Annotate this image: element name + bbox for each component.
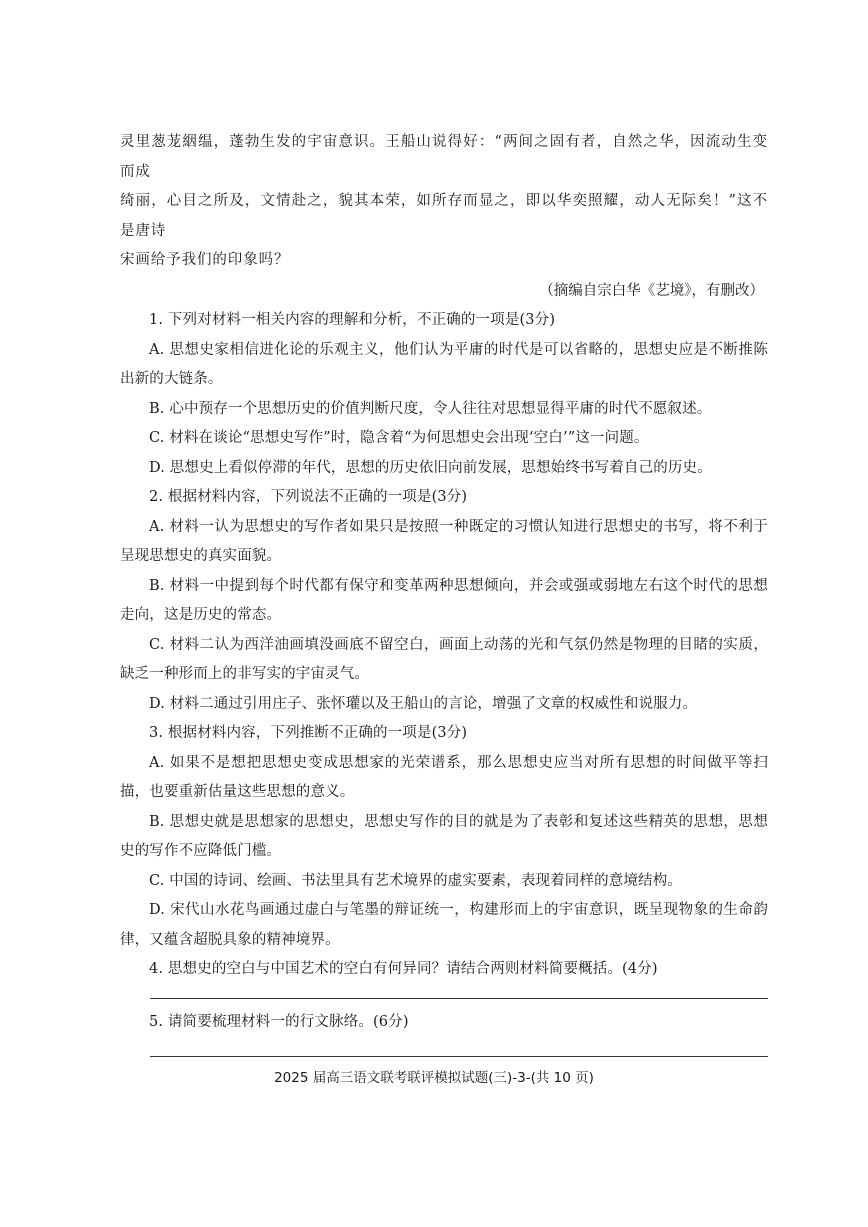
passage-line: 灵里葱茏絪缊，蓬勃生发的宇宙意识。王船山说得好：“两间之固有者，自然之华，因流动生变而成 (120, 134, 768, 180)
option-a: A. 材料一认为思想史的写作者如果只是按照一种既定的习惯认知进行思想史的书写，将不利于呈现思想史的真实面貌。 (120, 518, 768, 564)
passage-source: （摘编自宗白华《艺境》，有删改） (539, 282, 764, 299)
question-stem: 1. 下列对材料一相关内容的理解和分析，不正确的一项是(3分) (149, 312, 556, 328)
option-b: B. 思想史就是思想家的思想史，思想史写作的目的就是为了表彰和复述这些精英的思想，思想史的写作不应降低门槛。 (120, 813, 768, 859)
question-3 (120, 719, 768, 955)
question-stem: 3. 根据材料内容，下列推断不正确的一项是(3分) (149, 725, 468, 741)
option-d: D. 宋代山水花鸟画通过虚白与笔墨的辩证统一，构建形而上的宇宙意识，既呈现物象的生命韵律，又蕴含超脱具象的精神境界。 (120, 902, 768, 948)
question-stem: 2. 根据材料内容，下列说法不正确的一项是(3分) (149, 489, 468, 505)
question-stem: 4. 思想史的空白与中国艺术的空白有何异同？请结合两则材料简要概括。(4分) (149, 961, 658, 977)
question-2 (120, 483, 768, 719)
answer-line[interactable] (150, 1056, 768, 1057)
question-stem: 5. 请简要梳理材料一的行文脉络。(6分) (149, 1013, 409, 1030)
option-c: C. 材料二认为西洋油画填没画底不留空白，画面上动荡的光和气氛仍然是物理的目睹的实质，缺乏一种形而上的非写实的宇宙灵气。 (120, 636, 768, 682)
option-c: C. 中国的诗词、绘画、书法里具有艺术境界的虚实要素，表现着同样的意境结构。 (149, 872, 682, 889)
answer-line[interactable] (150, 998, 768, 999)
page-content (120, 128, 768, 1057)
option-c: C. 材料在谈论“思想史写作”时，隐含着“为何思想史会出现‘空白’”这一问题。 (149, 430, 649, 446)
option-d: D. 材料二通过引用庄子、张怀瓘以及王船山的言论，增强了文章的权威性和说服力。 (149, 695, 698, 712)
option-a: A. 思想史家相信进化论的乐观主义，他们认为平庸的时代是可以省略的，思想史应是不断推陈出新的大链条。 (120, 341, 768, 387)
option-b: B. 材料一中提到每个时代都有保守和变革两种思想倾向，并会或强或弱地左右这个时代的思想走向，这是历史的常态。 (120, 577, 768, 623)
option-d: D. 思想史上看似停滞的年代，思想的历史依旧向前发展，思想始终书写着自己的历史。 (149, 459, 712, 476)
question-4 (120, 955, 768, 999)
option-b: B. 心中预存一个思想历史的价值判断尺度，令人往往对思想显得平庸的时代不愿叙述。 (149, 400, 712, 417)
passage-excerpt (120, 128, 768, 306)
question-1 (120, 306, 768, 483)
passage-line: 绮丽，心目之所及，文情赴之，貌其本荣，如所存而显之，即以华奕照耀，动人无际矣！”这不是唐诗 (120, 193, 768, 239)
passage-line: 宋画给予我们的印象吗？ (120, 252, 290, 268)
page-footer: 2025 届高三语文联考联评模拟试题(三)-3-(共 10 页) (274, 1070, 594, 1086)
option-a: A. 如果不是想把思想史变成思想家的光荣谱系，那么思想史应当对所有思想的时间做平等扫描，也要重新估量这些思想的意义。 (120, 754, 768, 800)
question-5 (120, 1008, 768, 1058)
